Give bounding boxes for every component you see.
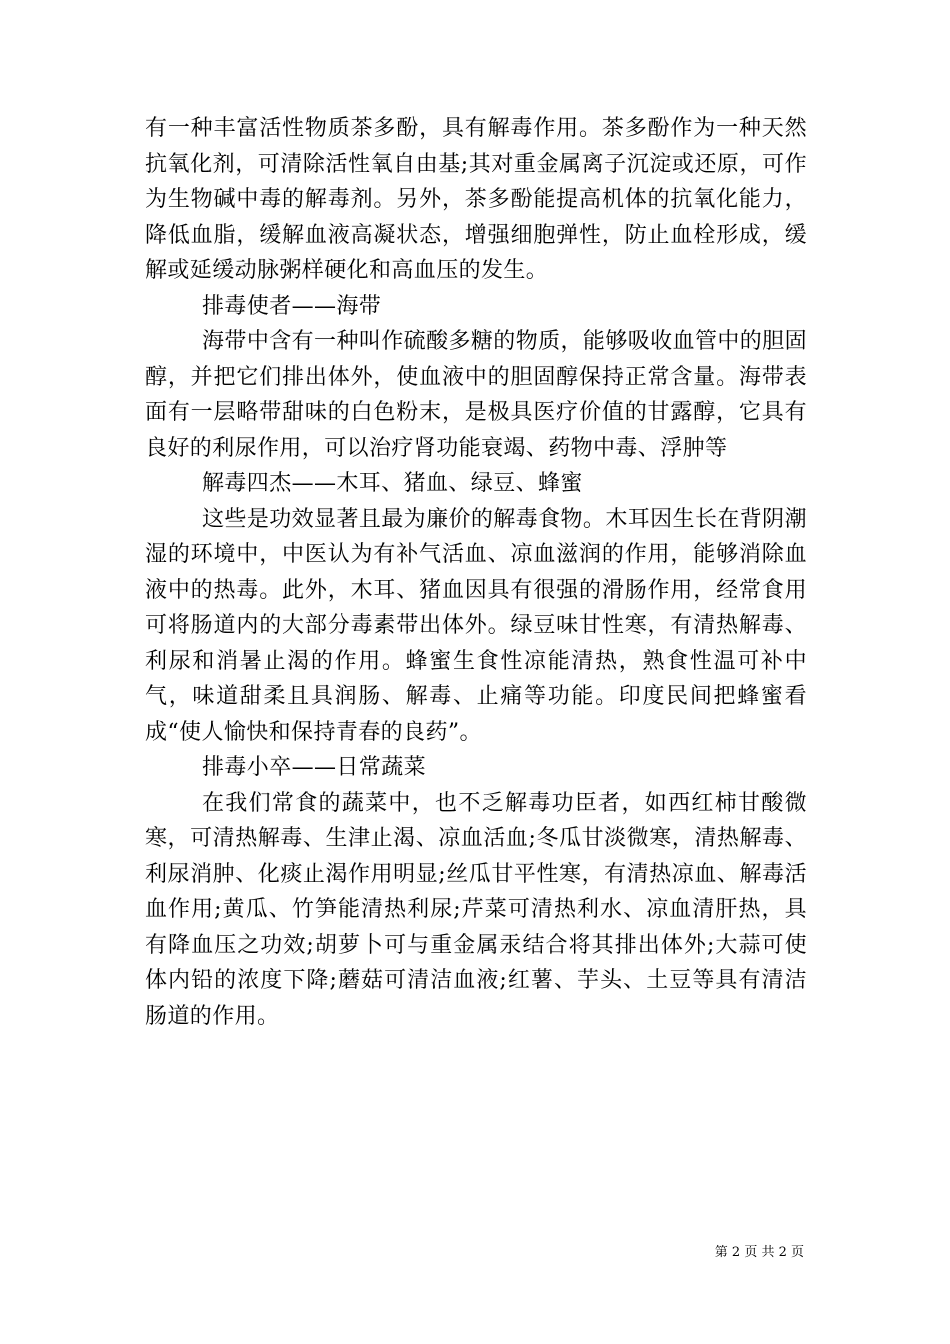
document-body — [145, 111, 807, 1034]
heading-kelp: 排毒使者——海带 — [202, 293, 382, 319]
heading-daily-vegetables: 排毒小卒——日常蔬菜 — [202, 755, 427, 780]
page-number: 第 2 页 共 2 页 — [714, 1245, 804, 1260]
paragraph-tea-polyphenols: 有一种丰富活性物质茶多酚，具有解毒作用。茶多酚作为一种天然抗氧化剂，可清除活性氧自由基;其对重金属离子沉淀或还原，可作为生物碱中毒的解毒剂。另外，茶多酚能提高机体的抗氧化能力，降低血脂，缓解血液高凝状态，增强细胞弹性，防止血栓形成，缓解或延缓动脉粥样硬化和高血压的发生。 — [145, 116, 807, 283]
paragraph-daily-vegetables: 在我们常食的蔬菜中，也不乏解毒功臣者，如西红柿甘酸微寒，可清热解毒、生津止渴、凉血活血;冬瓜甘淡微寒，清热解毒、利尿消肿、化痰止渴作用明显;丝瓜甘平性寒，有清热凉血、解毒活血作用;黄瓜、竹笋能清热利尿;芹菜可清热利水、凉血清肝热，具有降血压之功效;胡萝卜可与重金属汞结合将其排出体外;大蒜可使体内铅的浓度下降;蘑菇可清洁血液;红薯、芋头、土豆等具有清洁肠道的作用。 — [145, 790, 807, 1029]
heading-four-detox-foods: 解毒四杰——木耳、猪血、绿豆、蜂蜜 — [202, 471, 583, 496]
paragraph-kelp: 海带中含有一种叫作硫酸多糖的物质，能够吸收血管中的胆固醇，并把它们排出体外，使血液中的胆固醇保持正常含量。海带表面有一层略带甜味的白色粉末，是极具医疗价值的甘露醇，它具有良好的利尿作用，可以治疗肾功能衰竭、药物中毒、浮肿等 — [145, 329, 807, 461]
paragraph-four-detox-foods: 这些是功效显著且最为廉价的解毒食物。木耳因生长在背阴潮湿的环境中，中医认为有补气活血、凉血滋润的作用，能够消除血液中的热毒。此外，木耳、猪血因具有很强的滑肠作用，经常食用可将肠道内的大部分毒素带出体外。绿豆味甘性寒，有清热解毒、利尿和消暑止渴的作用。蜂蜜生食性凉能清热，熟食性温可补中气，味道甜柔且具润肠、解毒、止痛等功能。印度民间把蜂蜜看成“使人愉快和保持青春的良药”。 — [145, 506, 807, 745]
